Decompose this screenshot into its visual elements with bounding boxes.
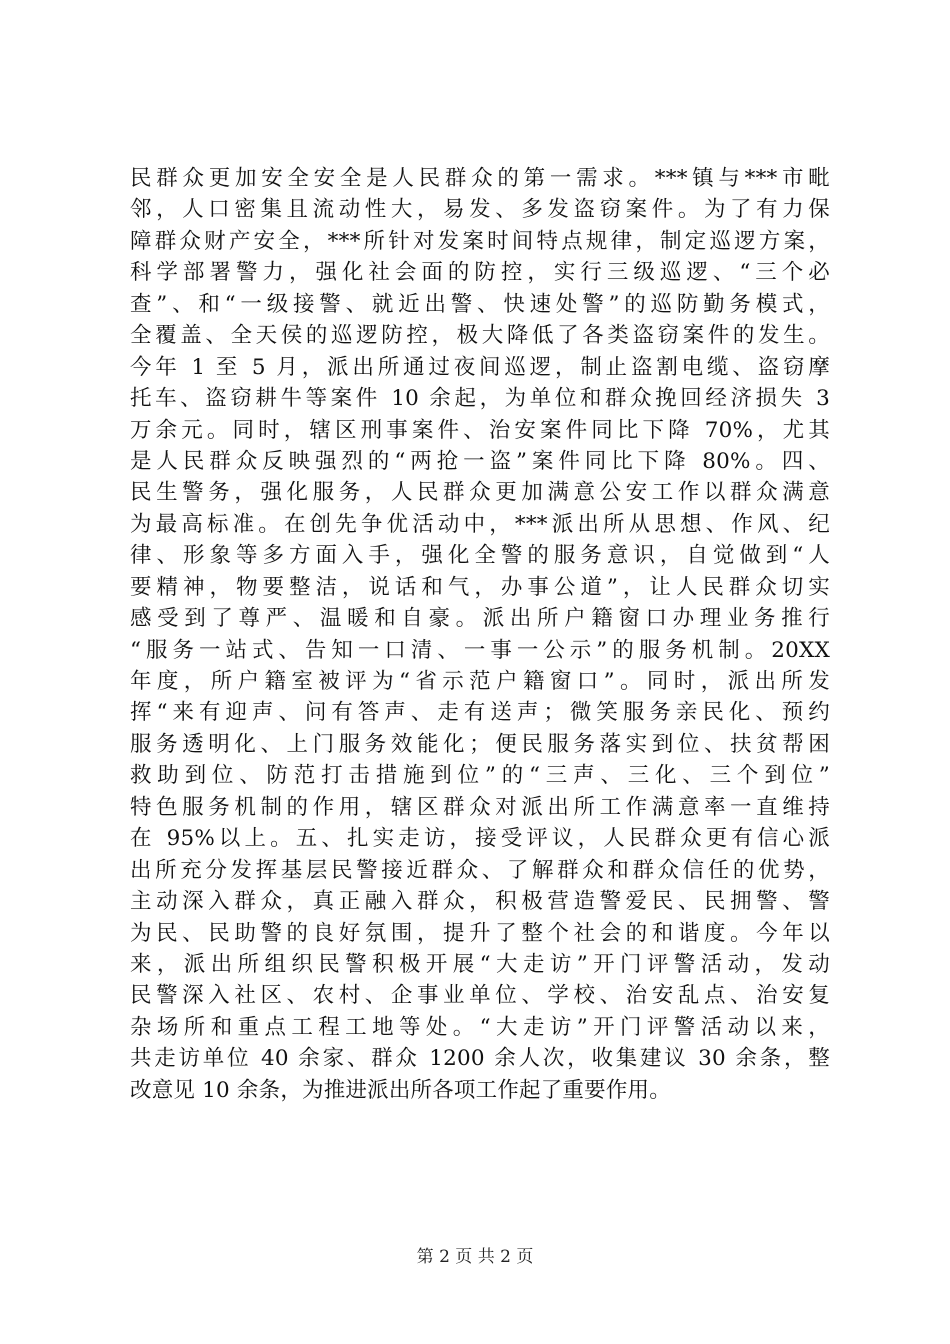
text-line: 挥“来有迎声、问有答声、走有送声；微笑服务亲民化、预约 [130, 700, 830, 726]
text-line: 来，派出所组织民警积极开展“大走访”开门评警活动，发动 [130, 951, 830, 977]
text-line: 在 95%以上。五、扎实走访，接受评议，人民群众更有信心派 [130, 826, 830, 852]
text-line: 年度，所户籍室被评为“省示范户籍窗口”。同时，派出所发 [130, 669, 830, 694]
text-line: 感受到了尊严、温暖和自豪。派出所户籍窗口办理业务推行 [130, 606, 830, 632]
text-line: 民生警务，强化服务，人民群众更加满意公安工作以群众满意 [130, 480, 830, 506]
text-line: 是人民群众反映强烈的“两抢一盗”案件同比下降 80%。四、 [130, 448, 830, 474]
text-line: 科学部署警力，强化社会面的防控，实行三级巡逻、“三个必 [130, 260, 830, 286]
text-line: 出所充分发挥基层民警接近群众、了解群众和群众信任的优势， [130, 857, 830, 883]
text-line: 特色服务机制的作用，辖区群众对派出所工作满意率一直维持 [130, 794, 830, 820]
text-line: 查”、和“一级接警、就近出警、快速处警”的巡防勤务模式， [130, 291, 830, 317]
text-line: 律、形象等多方面入手，强化全警的服务意识，自觉做到“人 [130, 543, 830, 569]
text-line: “服务一站式、告知一口清、一事一公示”的服务机制。20XX [130, 637, 830, 663]
body-paragraph [130, 163, 830, 1106]
page-number-label: 第 2 页 共 2 页 [416, 1247, 534, 1267]
text-line: 要精神，物要整洁，说话和气，办事公道”，让人民群众切实 [130, 574, 830, 600]
text-line: 民警深入社区、农村、企事业单位、学校、治安乱点、治安复 [130, 983, 830, 1009]
page-footer [0, 1245, 950, 1269]
text-line: 为最高标准。在创先争优活动中，***派出所从思想、作风、纪 [130, 511, 830, 537]
text-line: 救助到位、防范打击措施到位”的“三声、三化、三个到位” [130, 763, 830, 789]
text-line: 全覆盖、全天侯的巡逻防控，极大降低了各类盗窃案件的发生。 [130, 323, 830, 349]
text-line: 邻，人口密集且流动性大，易发、多发盗窃案件。为了有力保 [130, 197, 830, 223]
text-line: 今年 1 至 5 月，派出所通过夜间巡逻，制止盗割电缆、盗窃摩 [130, 354, 830, 380]
text-line: 为民、民助警的良好氛围，提升了整个社会的和谐度。今年以 [130, 920, 830, 946]
text-line: 障群众财产安全，***所针对发案时间特点规律，制定巡逻方案， [130, 228, 830, 254]
text-line: 主动深入群众，真正融入群众，积极营造警爱民、民拥警、警 [130, 889, 830, 915]
text-line: 共走访单位 40 余家、群众 1200 余人次，收集建议 30 余条，整 [130, 1046, 830, 1072]
text-line: 杂场所和重点工程工地等处。“大走访”开门评警活动以来， [130, 1014, 830, 1040]
text-line: 托车、盗窃耕牛等案件 10 余起，为单位和群众挽回经济损失 3 [130, 386, 830, 412]
text-line: 改意见 10 余条，为推进派出所各项工作起了重要作用。 [130, 1077, 671, 1103]
text-line: 服务透明化、上门服务效能化；便民服务落实到位、扶贫帮困 [130, 731, 830, 757]
text-line: 万余元。同时，辖区刑事案件、治安案件同比下降 70%，尤其 [130, 417, 830, 443]
text-line: 民群众更加安全安全是人民群众的第一需求。***镇与***市毗 [130, 166, 830, 191]
